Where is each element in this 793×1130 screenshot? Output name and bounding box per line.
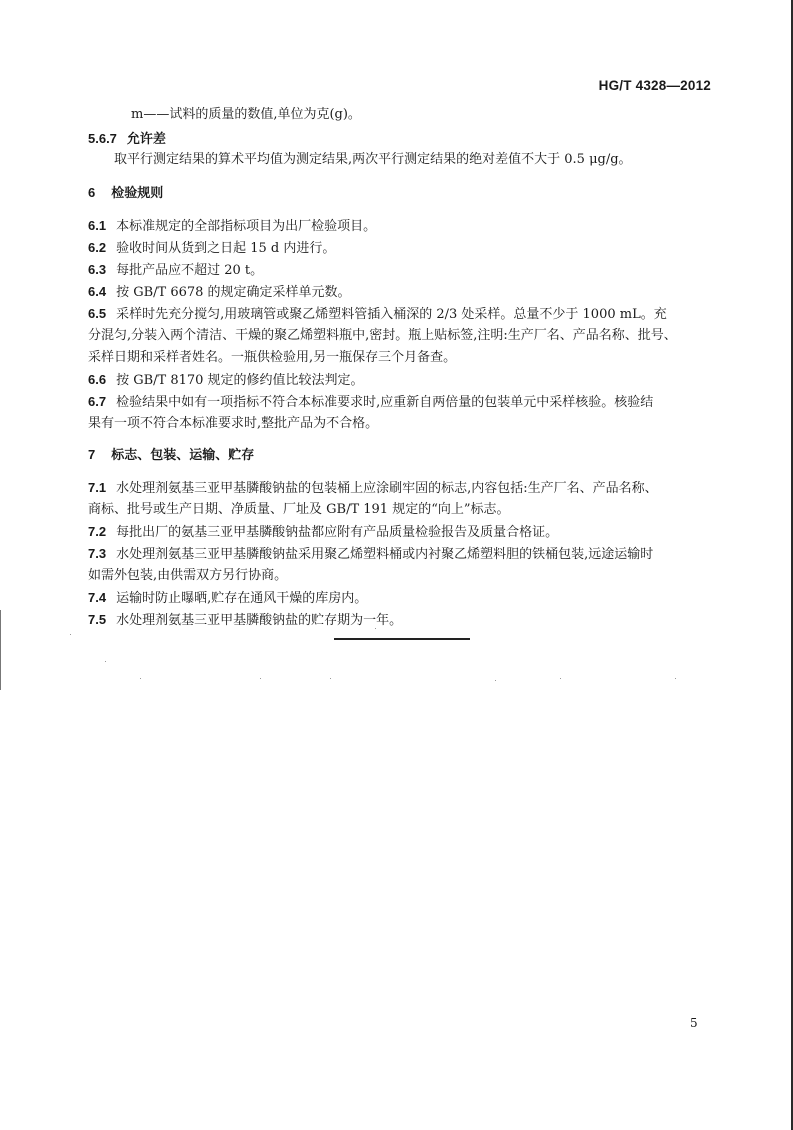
clause-7-2 (88, 524, 558, 541)
clause-text: 每批出厂的氨基三亚甲基膦酸钠盐都应附有产品质量检验报告及质量合格证。 (116, 525, 559, 540)
scan-noise (330, 678, 331, 679)
clause-7-5 (88, 612, 402, 629)
clause-text: 验收时间从货到之日起 15 d 内进行。 (116, 241, 336, 256)
clause-number: 7.2 (88, 524, 107, 539)
clause-text: 检验结果中如有一项指标不符合本标准要求时,应重新自两倍量的包装单元中采样核验。核验结 (116, 395, 654, 410)
section-title: 标志、包装、运输、贮存 (111, 447, 255, 462)
section-7-heading (88, 447, 254, 464)
clause-text: 运输时防止曝晒,贮存在通风干燥的库房内。 (116, 591, 368, 606)
section-title: 检验规则 (111, 185, 164, 200)
scan-noise (560, 678, 561, 679)
scan-noise (105, 661, 106, 662)
clause-number: 6.1 (88, 218, 107, 233)
clause-7-1 (88, 480, 658, 497)
scan-noise (495, 680, 496, 681)
clause-6-2 (88, 240, 335, 257)
clause-number: 5.6.7 (88, 131, 117, 146)
clause-number: 6.5 (88, 306, 107, 321)
clause-text: 每批产品应不超过 20 t。 (116, 263, 264, 278)
clause-text: 本标准规定的全部指标项目为出厂检验项目。 (116, 219, 377, 234)
section-6-heading (88, 185, 163, 202)
clause-title: 允许差 (126, 131, 166, 146)
clause-6-4 (88, 284, 351, 301)
clause-6-1 (88, 218, 376, 235)
section-number: 7 (88, 447, 96, 462)
clause-6-5 (88, 306, 667, 323)
clause-6-6 (88, 372, 364, 389)
clause-7-4 (88, 590, 367, 607)
clause-text: 水处理剂氨基三亚甲基膦酸钠盐采用聚乙烯塑料桶或内衬聚乙烯塑料胆的铁桶包装,远途运输时 (116, 547, 654, 562)
clause-5-6-7-heading (88, 131, 166, 148)
variable-description: m——试料的质量的数值,单位为克(g)。 (131, 107, 361, 122)
clause-text: 采样时先充分搅匀,用玻璃管或聚乙烯塑料管插入桶深的 2/3 处采样。总量不少于 1000 mL。充 (116, 307, 667, 322)
clause-number: 7.3 (88, 546, 107, 561)
end-of-document-rule (334, 638, 470, 640)
clause-number: 7.1 (88, 480, 107, 495)
scan-noise (70, 634, 71, 635)
section-number: 6 (88, 185, 96, 200)
clause-text: 按 GB/T 6678 的规定确定采样单元数。 (116, 285, 351, 300)
page-number: 5 (690, 1016, 698, 1030)
standard-code: HG/T 4328—2012 (598, 78, 711, 93)
scan-noise (675, 678, 676, 679)
clause-number: 6.7 (88, 394, 107, 409)
clause-number: 6.6 (88, 372, 107, 387)
clause-text: 按 GB/T 8170 规定的修约值比较法判定。 (116, 373, 364, 388)
clause-7-3-line-2: 如需外包装,由供需双方另行协商。 (88, 568, 288, 583)
clause-number: 7.4 (88, 590, 107, 605)
clause-number: 6.4 (88, 284, 107, 299)
scan-noise (140, 678, 141, 679)
clause-6-7-line-2: 果有一项不符合本标准要求时,整批产品为不合格。 (88, 416, 379, 431)
scan-edge-left (0, 610, 1, 690)
clause-number: 6.3 (88, 262, 107, 277)
clause-text: 水处理剂氨基三亚甲基膦酸钠盐的贮存期为一年。 (116, 613, 403, 628)
clause-number: 7.5 (88, 612, 107, 627)
clause-6-3 (88, 262, 263, 279)
scan-noise (375, 628, 376, 629)
clause-text: 水处理剂氨基三亚甲基膦酸钠盐的包装桶上应涂刷牢固的标志,内容包括:生产厂名、产品名称、 (116, 481, 658, 496)
scan-noise (260, 678, 261, 679)
clause-number: 6.2 (88, 240, 107, 255)
clause-5-6-7-text: 取平行测定结果的算术平均值为测定结果,两次平行测定结果的绝对差值不大于 0.5 μg/g。 (114, 152, 632, 167)
clause-6-7 (88, 394, 653, 411)
clause-6-5-line-2: 分混匀,分装入两个清洁、干燥的聚乙烯塑料瓶中,密封。瓶上贴标签,注明:生产厂名、产品名称、批号、 (88, 328, 677, 343)
clause-7-1-line-2: 商标、批号或生产日期、净质量、厂址及 GB/T 191 规定的“向上”标志。 (88, 502, 510, 517)
clause-7-3 (88, 546, 653, 563)
clause-6-5-line-3: 采样日期和采样者姓名。一瓶供检验用,另一瓶保存三个月备查。 (88, 350, 457, 365)
